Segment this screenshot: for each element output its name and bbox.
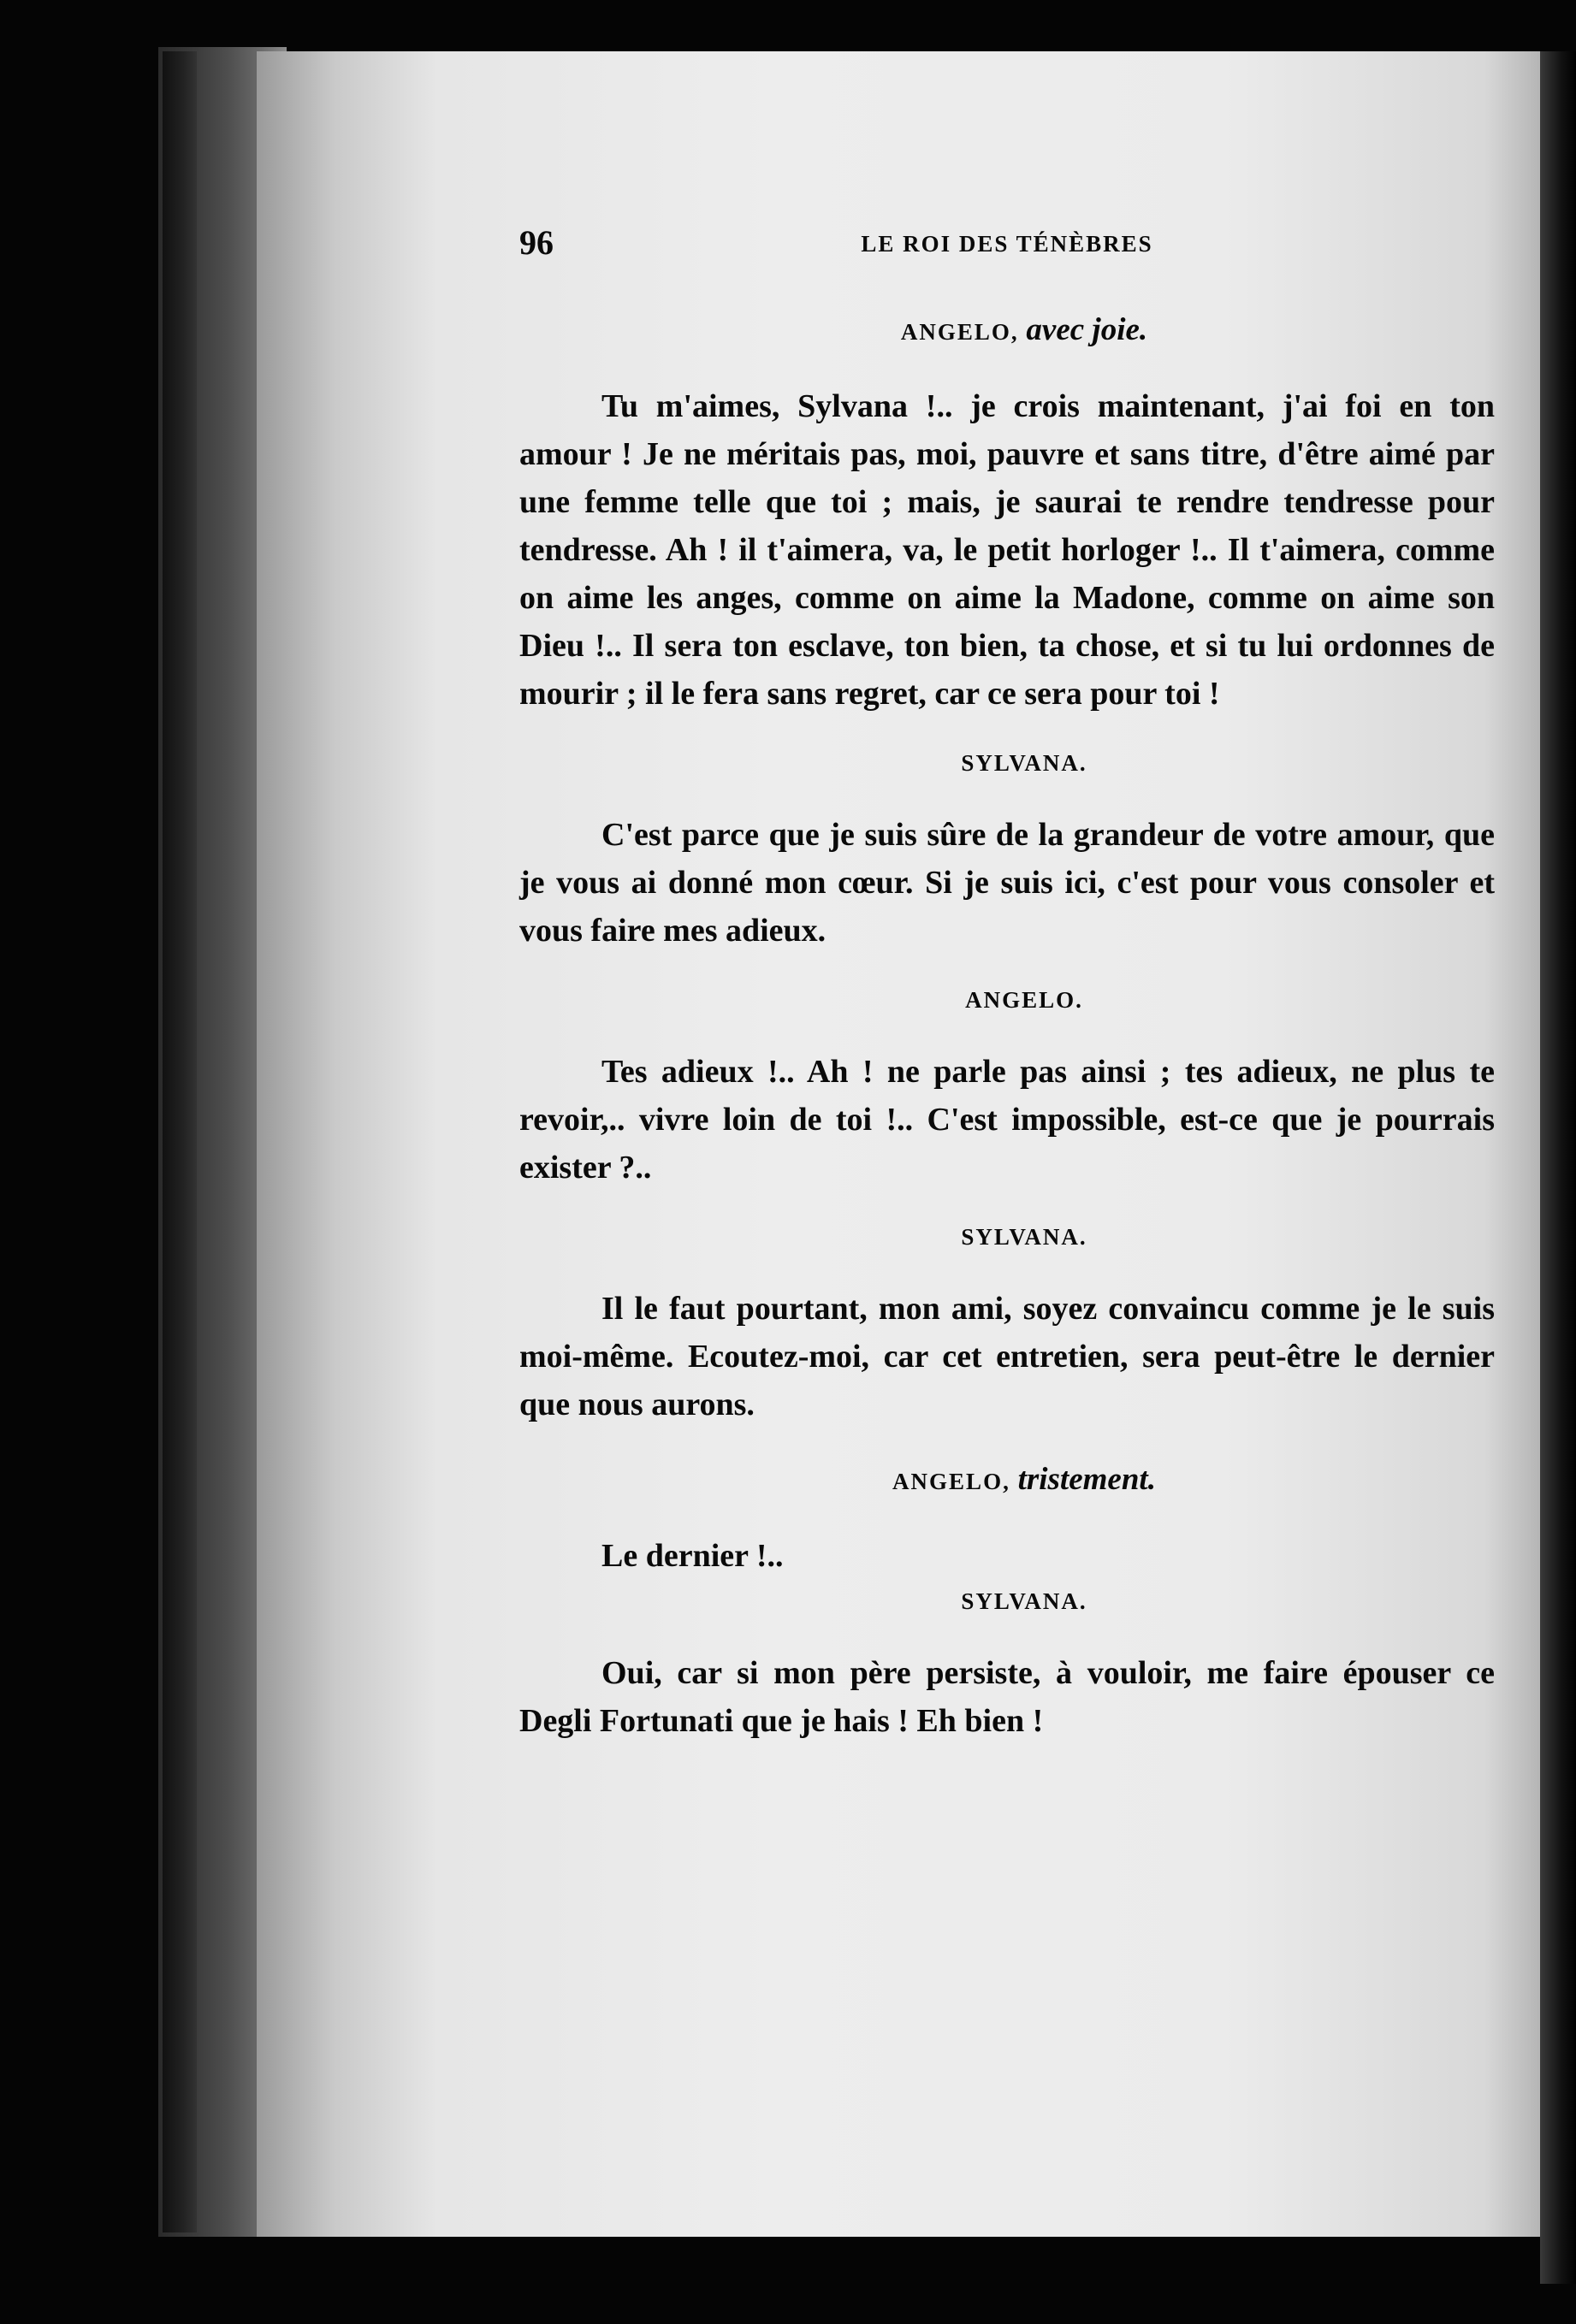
speaker-name: ANGELO, (900, 319, 1019, 345)
speaker-name: ANGELO, (892, 1469, 1010, 1494)
speaker-name: SYLVANA. (961, 1224, 1087, 1250)
speaker-name: ANGELO. (965, 987, 1083, 1013)
speech-paragraph: Tu m'aimes, Sylvana !.. je crois maintenant, j'ai foi en ton amour ! Je ne méritais pas, moi, pauvre et sans titre, d'être aimé par une femme telle que toi ; mais, je saurai te rendre tendresse pour tendresse. Ah ! il t'aimera, va, le petit horloger !.. Il t'aimera, comme on aime les anges, comme on aime la Madone, comme on aime son Dieu !.. Il sera ton esclave, ton bien, ta chose, et si tu lui ordonnes de mourir ; il le fera sans regret, car ce sera pour toi ! (519, 388, 1495, 712)
stage-direction: avec joie. (1026, 312, 1148, 347)
page-text-block (519, 222, 1495, 1777)
speaker-heading (519, 311, 1495, 348)
speaker-heading (519, 987, 1495, 1014)
running-head (519, 222, 1495, 274)
speech-paragraph: Le dernier !.. (601, 1538, 784, 1574)
speech-paragraph: Oui, car si mon père persiste, à vouloir, me faire épouser ce Degli Fortunati que je hais ! Eh bien ! (519, 1655, 1495, 1739)
book-spine-shadow (163, 51, 197, 2232)
running-title: LE ROI DES TÉNÈBRES (861, 231, 1153, 257)
page-number: 96 (519, 223, 554, 262)
speaker-heading (519, 1224, 1495, 1251)
speaker-heading (519, 1588, 1495, 1615)
speaker-heading (519, 750, 1495, 777)
stage-direction: tristement. (1017, 1462, 1156, 1497)
speaker-name: SYLVANA. (961, 750, 1087, 776)
speech-paragraph: C'est parce que je suis sûre de la grandeur de votre amour, que je vous ai donné mon cœur. Si je suis ici, c'est pour vous consoler et vous faire mes adieux. (519, 817, 1495, 949)
speech-paragraph: Il le faut pourtant, mon ami, soyez convaincu comme je le suis moi-même. Ecoutez-moi, car cet entretien, sera peut-être le dernier que nous aurons. (519, 1291, 1495, 1422)
speaker-name: SYLVANA. (961, 1588, 1087, 1614)
page-edge-shadow (1540, 51, 1576, 2284)
speech-paragraph: Tes adieux !.. Ah ! ne parle pas ainsi ; tes adieux, ne plus te revoir,.. vivre loin de toi !.. C'est impossible, est-ce que je pourrais exister ?.. (519, 1054, 1495, 1186)
speaker-heading (519, 1461, 1495, 1498)
